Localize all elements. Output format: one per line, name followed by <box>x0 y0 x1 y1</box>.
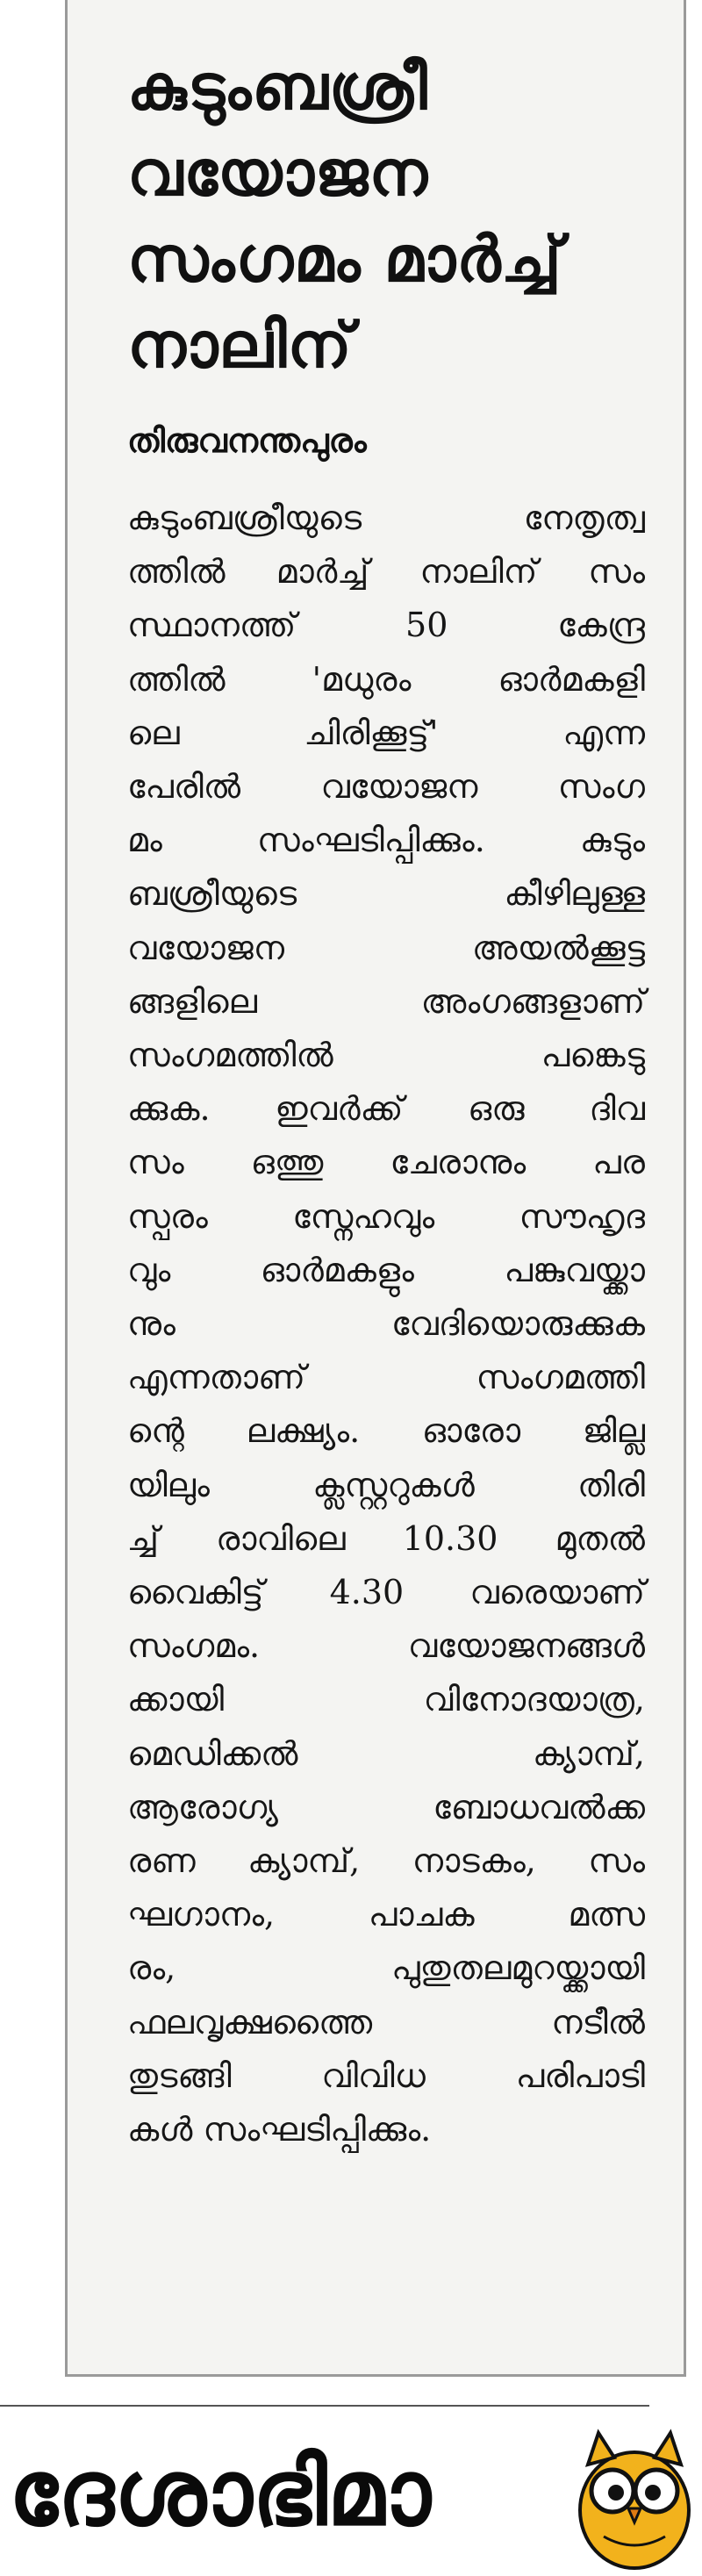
body-line: പേരിൽ വയോജന സംഗ <box>127 767 645 807</box>
body-line: ബശ്രീയുടെ കീഴിലുള്ള <box>127 874 645 914</box>
headline <box>127 44 671 388</box>
body-line: ന്റെ ലക്ഷ്യം. ഓരോ ജില്ല <box>127 1411 645 1451</box>
body-line: നും വേദിയൊരുക്കുക <box>127 1304 645 1344</box>
body-line: ത്തിൽ 'മധുരം ഓർമകളി <box>127 659 645 699</box>
masthead-divider <box>0 2405 649 2407</box>
body-line: ക്കായി വിനോദയാത്ര, <box>127 1680 645 1719</box>
body-line: ഫലവൃക്ഷത്തൈ നടീൽ <box>127 2002 645 2041</box>
body-line: രം, പുതുതലമുറയ്ക്കായി <box>127 1948 645 1988</box>
news-clipping <box>65 0 686 2377</box>
body-line: തുടങ്ങി വിവിധ പരിപാടി <box>127 2056 645 2095</box>
headline-line: കുടുംബശ്രീ <box>127 50 428 124</box>
body-line: രണ ക്യാമ്പ്, നാടകം, സം <box>127 1841 645 1881</box>
owl-mascot-icon <box>569 2414 700 2572</box>
body-line: വയോജന അയൽക്കൂട്ട <box>127 928 645 967</box>
body-line: സ്പരം സ്നേഹവും സൗഹൃദ <box>127 1196 645 1236</box>
body-line: സം ഒത്തു ചേരാനും പര <box>127 1143 645 1182</box>
body-line: ലെ ചിരിക്കൂട്ട്' എന്ന <box>127 713 645 752</box>
headline-line: വയോജന <box>127 136 429 210</box>
body-line: ച്ച് രാവിലെ 10.30 മുതൽ <box>127 1518 645 1558</box>
body-line: ഘഗാനം, പാചക മത്സ <box>127 1895 645 1934</box>
body-line: സംഗമത്തിൽ പങ്കെടു <box>127 1036 645 1075</box>
newspaper-masthead: ദേശാഭിമാ <box>9 2439 431 2546</box>
article-body <box>127 492 645 2156</box>
body-line: കൾ സംഘടിപ്പിക്കും. <box>127 2110 432 2149</box>
body-line: ങ്ങളിലെ അംഗങ്ങളാണ് <box>127 981 645 1021</box>
body-line: വൈകിട്ട് 4.30 വരെയാണ് <box>127 1573 645 1612</box>
dateline: തിരുവനന്തപുരം <box>127 421 367 460</box>
body-line: ത്തിൽ മാർച്ച് നാലിന് സം <box>127 552 645 592</box>
body-line: സംഗമം. വയോജനങ്ങൾ <box>127 1626 645 1666</box>
body-line: കുടുംബശ്രീയുടെ നേതൃത്വ <box>127 499 645 537</box>
body-line: മെഡിക്കൽ ക്യാമ്പ്, <box>127 1733 645 1773</box>
body-line: ആരോഗ്യ ബോധവൽക്ക <box>127 1787 645 1826</box>
headline-line: സംഗമം മാർച്ച് <box>127 222 562 296</box>
body-line: മം സംഘടിപ്പിക്കും. കുടും <box>127 821 645 860</box>
body-line: വും ഓർമകളും പങ്കുവയ്ക്കാ <box>127 1250 645 1289</box>
body-line: യിലും ക്ലസ്റ്ററുകൾ തിരി <box>127 1465 645 1504</box>
body-line: ക്കുക. ഇവർക്ക് ഒരു ദിവ <box>127 1089 645 1129</box>
body-line: സ്ഥാനത്ത് 50 കേന്ദ്ര <box>127 606 645 645</box>
body-line: എന്നതാണ് സംഗമത്തി <box>127 1358 645 1397</box>
headline-line: നാലിന് <box>127 308 353 382</box>
